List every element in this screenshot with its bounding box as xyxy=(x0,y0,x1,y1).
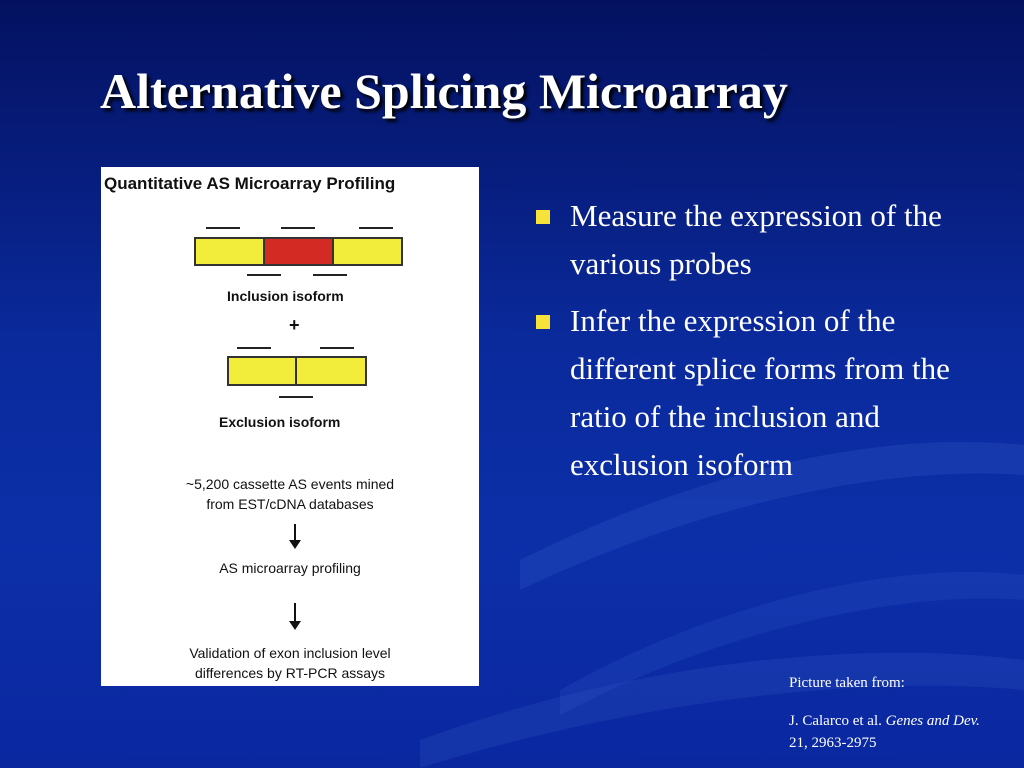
inclusion-exon-right xyxy=(332,237,403,266)
exon-junction xyxy=(295,356,297,386)
bullet-item xyxy=(534,192,974,288)
credit-reference: 21, 2963-2975 xyxy=(789,735,877,751)
workflow-step-3 xyxy=(101,643,479,683)
bullet-text: Measure the expression of the various probes xyxy=(570,198,942,281)
slide-title: Alternative Splicing Microarray xyxy=(100,63,788,119)
workflow-step-1 xyxy=(101,474,479,514)
bullet-item xyxy=(534,297,974,489)
probe-dash xyxy=(281,227,315,229)
junction-probe-dash xyxy=(313,274,347,276)
square-bullet-icon xyxy=(536,315,550,329)
workflow-step-2: AS microarray profiling xyxy=(219,560,361,576)
workflow-step-1-line-1: ~5,200 cassette AS events mined xyxy=(185,476,395,492)
bullet-list xyxy=(534,192,974,498)
probe-dash xyxy=(320,347,354,349)
probe-dash xyxy=(237,347,271,349)
square-bullet-icon xyxy=(536,210,550,224)
workflow-step-3-line-2: differences by RT-PCR assays xyxy=(194,665,386,681)
bullet-text: Infer the expression of the different splice forms from the ratio of the inclusion and exclusion isoform xyxy=(570,303,950,482)
junction-probe-dash xyxy=(247,274,281,276)
exclusion-exons xyxy=(227,356,367,386)
figure-heading: Quantitative AS Microarray Profiling xyxy=(104,174,396,193)
credit-intro: Picture taken from: xyxy=(789,675,905,691)
credit-author: J. Calarco et al. xyxy=(789,713,882,729)
down-arrow-shaft xyxy=(294,524,296,540)
credit-citation xyxy=(789,710,999,754)
workflow-step-3-line-1: Validation of exon inclusion level xyxy=(189,645,391,661)
credit-journal: Genes and Dev. xyxy=(885,713,980,729)
workflow-step-1-line-2: from EST/cDNA databases xyxy=(206,496,374,512)
junction-probe-dash xyxy=(279,396,313,398)
down-arrow-shaft xyxy=(294,603,296,621)
down-arrow-icon xyxy=(289,621,301,630)
as-microarray-figure xyxy=(101,167,479,686)
down-arrow-icon xyxy=(289,540,301,549)
probe-dash xyxy=(206,227,240,229)
inclusion-exon-alternative xyxy=(263,237,335,266)
probe-dash xyxy=(359,227,393,229)
exclusion-isoform-label: Exclusion isoform xyxy=(219,414,341,430)
inclusion-isoform-label: Inclusion isoform xyxy=(227,288,344,304)
inclusion-exon-left xyxy=(194,237,266,266)
plus-sign: + xyxy=(289,315,300,335)
